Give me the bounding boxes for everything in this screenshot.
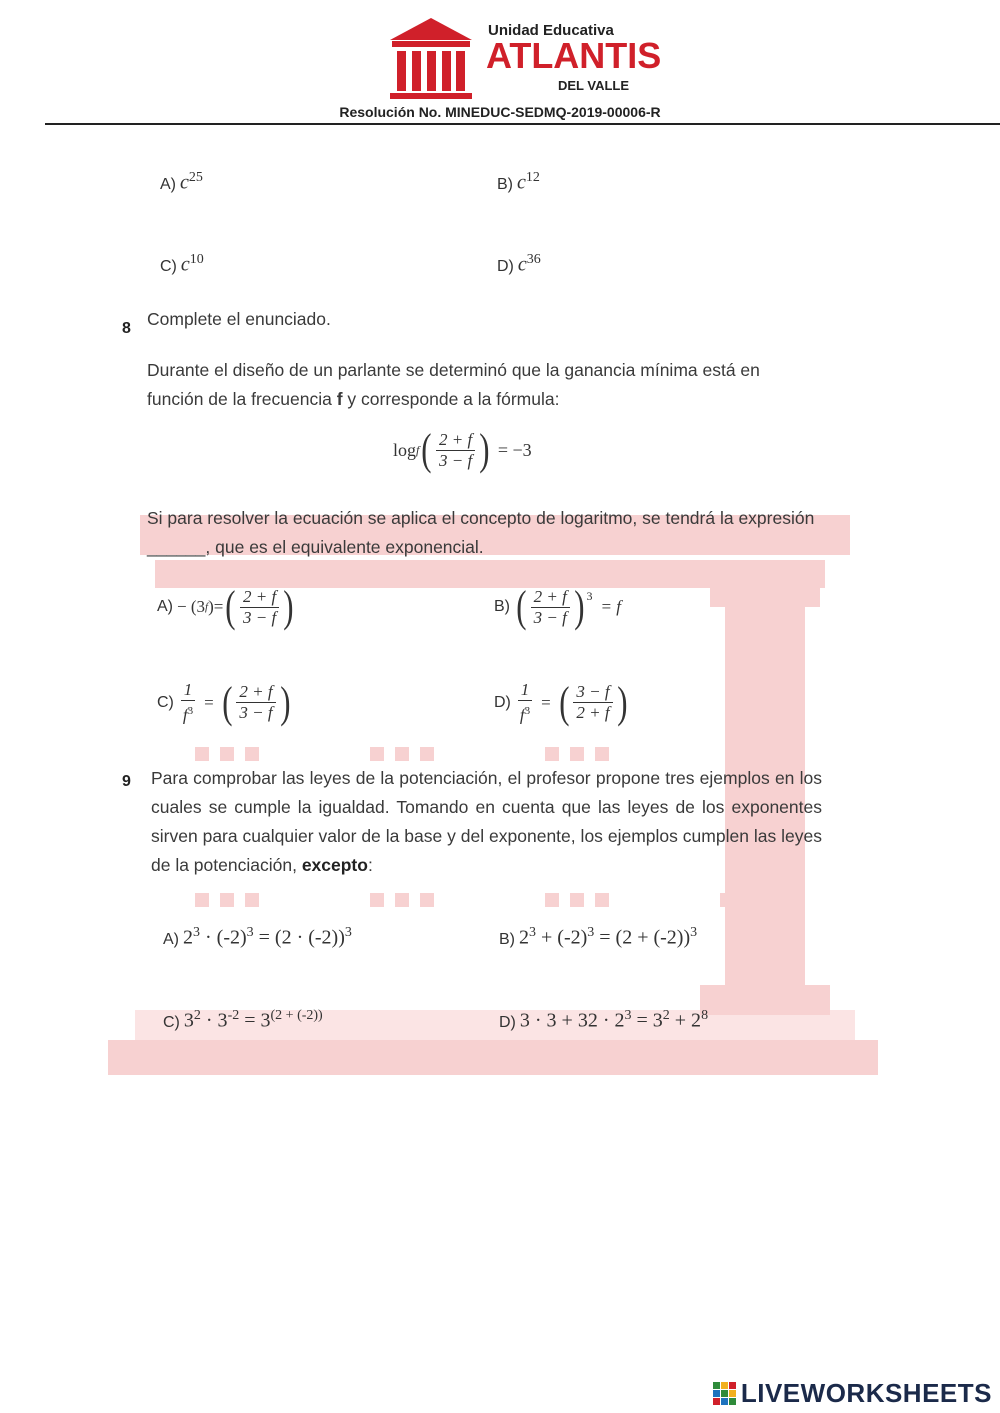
expr-part: = (2 + (-2))	[594, 926, 691, 949]
school-top-text: Unidad Educativa	[488, 22, 614, 39]
expr-part: 2	[183, 926, 193, 949]
liveworksheets-grid-icon	[713, 1382, 737, 1406]
option-c-numerator: 2 + f	[236, 682, 275, 703]
q9-keyword-excepto: excepto	[301, 855, 368, 875]
expr-exp: 8	[701, 1008, 709, 1023]
option-exponent: 12	[525, 170, 540, 185]
expr-exp: 3	[246, 925, 254, 940]
q9-option-b[interactable]	[499, 925, 697, 950]
option-c-left-numerator: 1	[181, 680, 196, 701]
formula-rhs: = −3	[497, 439, 532, 460]
option-a-lhs: − (3	[177, 597, 205, 616]
expr-part: = 3	[239, 1009, 271, 1032]
q7-option-d[interactable]	[497, 252, 541, 277]
q8-paragraph-2	[147, 504, 827, 562]
option-a-numerator: 2 + f	[240, 587, 279, 608]
option-d-numerator: 3 − f	[573, 682, 612, 703]
expr-exp: 3	[344, 925, 352, 940]
q8-number: 8	[122, 320, 131, 337]
q7-option-a[interactable]	[160, 170, 203, 195]
option-a-lhs-exp: f	[205, 601, 209, 613]
q8-option-b[interactable]: B) ( $\frac{2 + f}{3 - f}$ ) $^3$ = f	[494, 582, 621, 631]
q8-formula: log f ( $\frac{2 + f}{3 - f}$ ) = −3	[393, 425, 532, 474]
option-label: C)	[157, 693, 174, 711]
expr-exp: 2	[193, 1008, 201, 1023]
option-d-left-den-exp: 3	[524, 705, 531, 717]
q9-option-a[interactable]	[163, 925, 352, 950]
q7-option-c[interactable]	[160, 252, 204, 277]
expr-exp: 3	[529, 925, 536, 940]
answer-blank[interactable]: ______	[147, 537, 206, 557]
liveworksheets-brand: LIVEWORKSHEETS	[740, 1378, 992, 1408]
option-base: c	[517, 171, 526, 194]
school-logo-temple-icon	[388, 14, 474, 100]
option-a-lhs-close: )=	[208, 597, 224, 616]
option-label: A)	[160, 175, 176, 193]
option-label: D)	[499, 1013, 516, 1031]
expr-part: 2	[519, 926, 529, 949]
q7-option-b[interactable]	[497, 170, 540, 195]
option-label: B)	[494, 598, 510, 615]
q8-para1-before: Durante el diseño de un parlante se determinó que la ganancia mínima está en función de la frecuencia	[147, 360, 760, 409]
resolution-number: Resolución No. MINEDUC-SEDMQ-2019-00006-R	[339, 104, 661, 120]
q8-option-c[interactable]: C) $\frac{1}{f^3}$ = ( $\frac{2 + f}{3 - f}$ )	[157, 677, 291, 727]
option-d-left-denominator: f	[519, 705, 525, 725]
liveworksheets-logo[interactable]	[713, 1378, 992, 1409]
expr-exp: 3	[690, 925, 698, 940]
option-b-denominator: 3 − f	[533, 607, 567, 627]
q9-number: 9	[122, 773, 131, 790]
q9-option-c[interactable]	[163, 1008, 323, 1033]
expr-part: = (2 · (-2))	[253, 926, 345, 949]
expr-exp: -2	[227, 1008, 240, 1023]
option-d-left-numerator: 1	[518, 680, 533, 701]
q8-option-d[interactable]: D) $\frac{1}{f^3}$ = ( $\frac{3 - f}{2 + f}$ )	[494, 677, 628, 727]
formula-log-base: f	[416, 442, 420, 457]
expr-part: · 3	[200, 1009, 228, 1032]
option-b-rhs: = f	[600, 597, 621, 616]
option-c-denominator: 3 − f	[239, 703, 273, 723]
expr-part: + (-2)	[536, 926, 588, 949]
option-label: C)	[160, 257, 177, 275]
option-c-left-den-exp: 3	[187, 705, 194, 717]
option-base: c	[180, 253, 190, 276]
option-b-exponent: 3	[586, 589, 593, 603]
q8-para1-variable: f	[336, 389, 343, 409]
expr-exp: 3	[193, 925, 200, 940]
option-label: B)	[499, 930, 515, 948]
q9-paragraph	[151, 764, 822, 880]
q8-paragraph-1	[147, 356, 797, 414]
q8-para1-after: y corresponde a la fórmula:	[342, 389, 560, 409]
option-label: B)	[497, 175, 513, 193]
header-divider	[45, 123, 1000, 125]
expr-part: 3 · 3 + 32 · 2	[519, 1009, 625, 1032]
q9-text: Para comprobar las leyes de la potenciación, el profesor propone tres ejemplos en los cuales se cumple la igualdad. Tomando en cuenta que las leyes de los exponentes sirven para cualquier valor de la base y del exponente, los ejemplos cumplen las leyes de la potenciación,	[151, 768, 822, 875]
expr-part: + 2	[669, 1009, 702, 1032]
expr-part: = 3	[631, 1009, 663, 1032]
q8-option-a[interactable]: A) − (3 f )= ( $\frac{2 + f}{3 - f}$ )	[157, 582, 294, 631]
expr-exp: 3	[624, 1008, 632, 1023]
school-sub-text: DEL VALLE	[558, 78, 630, 93]
option-a-denominator: 3 − f	[242, 607, 277, 627]
option-base: c	[517, 253, 527, 276]
q8-para2-before: Si para resolver la ecuación se aplica el concepto de logaritmo, se tendrá la expresión	[147, 508, 815, 528]
formula-log: log	[393, 439, 417, 460]
option-label: A)	[157, 598, 173, 615]
expr-exp: (2 + (-2))	[270, 1008, 323, 1023]
option-d-equals: =	[541, 692, 551, 712]
expr-exp: 3	[587, 925, 595, 940]
expr-exp: 2	[662, 1008, 670, 1023]
option-d-denominator: 2 + f	[576, 703, 610, 723]
q8-para2-after: , que es el equivalente exponencial.	[205, 537, 484, 557]
option-label: D)	[497, 257, 514, 275]
option-c-equals: =	[204, 692, 214, 712]
option-exponent: 25	[188, 170, 203, 185]
option-b-numerator: 2 + f	[531, 587, 570, 608]
option-base: c	[180, 171, 189, 194]
expr-part: · (-2)	[200, 926, 247, 949]
q9-option-d[interactable]	[499, 1008, 708, 1033]
school-name: ATLANTIS	[486, 35, 662, 76]
expr-part: 3	[183, 1009, 194, 1032]
formula-denominator: 3 − f	[439, 450, 473, 470]
formula-numerator: 2 + f	[436, 430, 475, 451]
option-label: C)	[163, 1013, 180, 1031]
option-exponent: 36	[526, 252, 541, 267]
q8-instruction: Complete el enunciado.	[147, 309, 331, 329]
q9-text-after: :	[367, 855, 373, 875]
option-exponent: 10	[189, 252, 204, 267]
option-c-left-denominator: f	[182, 705, 188, 725]
option-label: D)	[494, 693, 511, 711]
option-label: A)	[163, 930, 179, 948]
